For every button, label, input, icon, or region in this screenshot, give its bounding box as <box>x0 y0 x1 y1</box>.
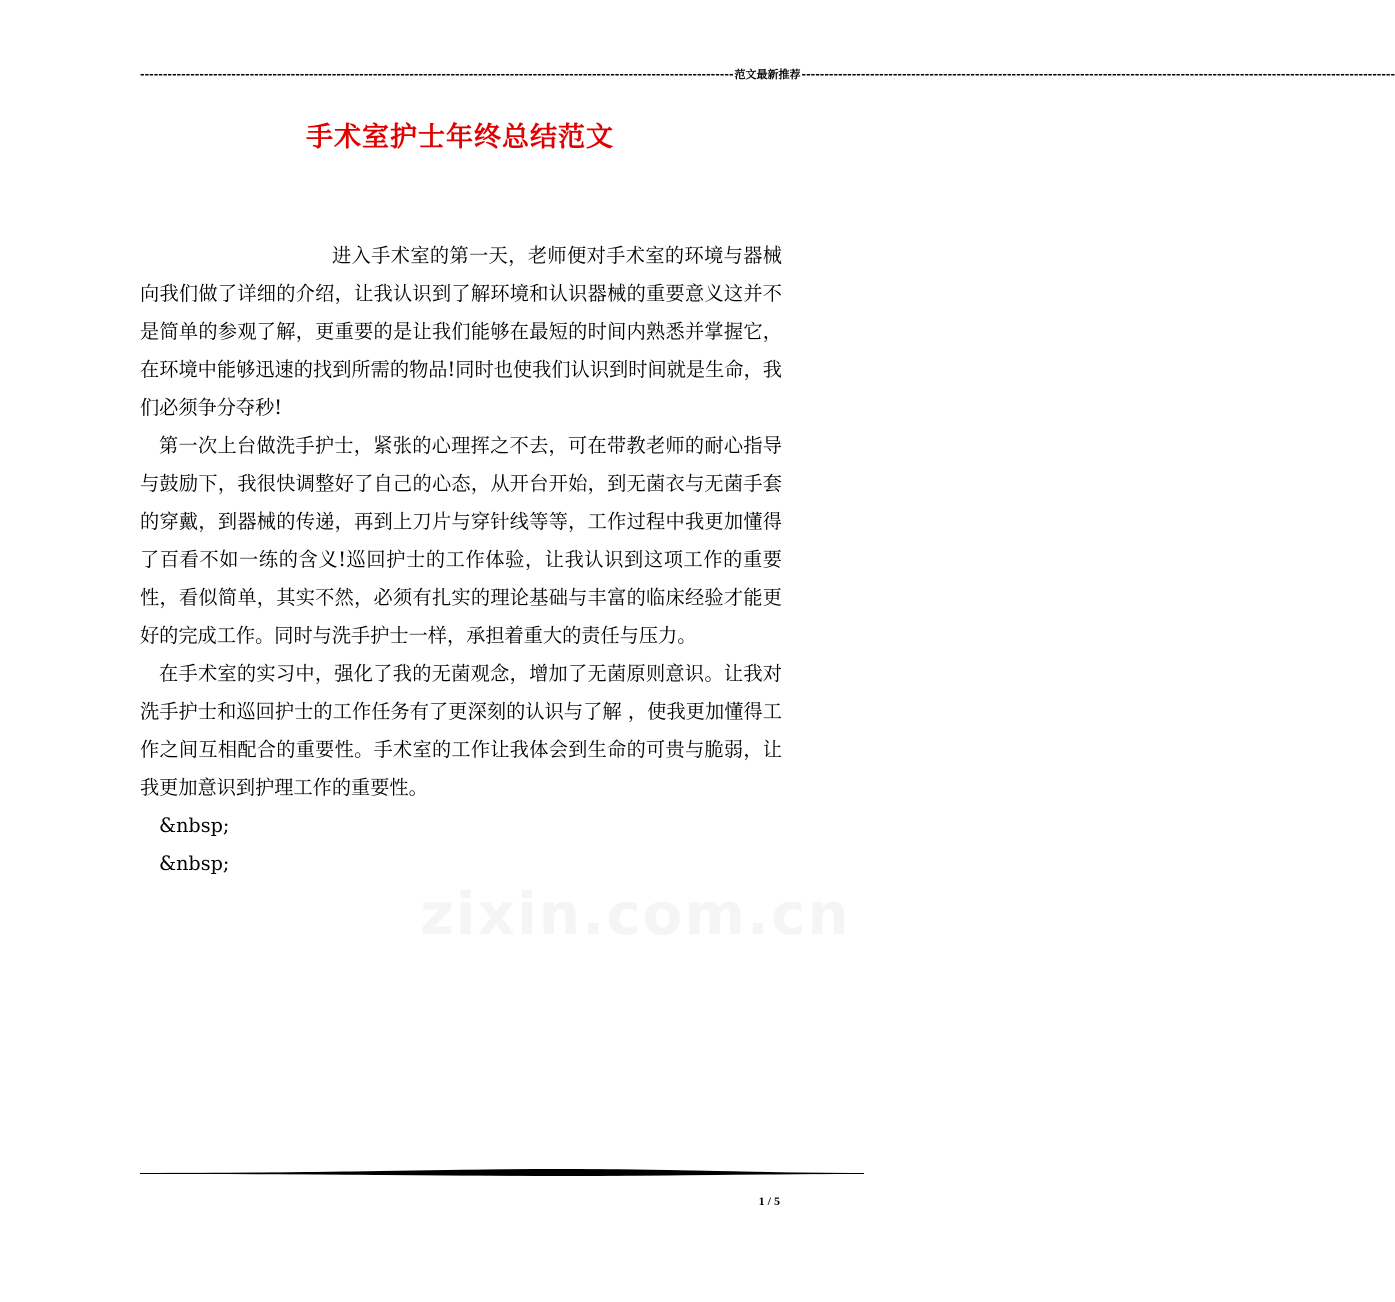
header-left-rule: ---------------------------------------------------------------------------------------------------------------------------------- <box>140 68 734 81</box>
body-paragraph-1: 进入手术室的第一天，老师便对手术室的环境与器械向我们做了详细的介绍，让我认识到了解环境和认识器械的重要意义这并不是简单的参观了解，更重要的是让我们能够在最短的时间内熟悉并掌握它，在环境中能够迅速的找到所需的物品!同时也使我们认识到时间就是生命，我们必须争分夺秒! <box>140 244 782 419</box>
page-number: 1 / 5 <box>758 1194 780 1208</box>
header-label: 范文最新推荐 <box>734 68 801 81</box>
header-right-rule: ---------------------------------------------------------------------------------------------------------------------------------- <box>801 68 1395 81</box>
body-paragraph-3: 在手术室的实习中，强化了我的无菌观念，增加了无菌原则意识。让我对洗手护士和巡回护士的工作任务有了更深刻的认识与了解 ，使我更加懂得工作之间互相配合的重要性。手术室的工作让我体会到生命的可贵与脆弱，让我更加意识到护理工作的重要性。 <box>140 662 782 799</box>
document-title: 手术室护士年终总结范文 <box>306 122 614 153</box>
footer-rule <box>140 1166 864 1176</box>
watermark: zixin.com.cn <box>420 880 851 948</box>
document-body <box>140 237 782 883</box>
body-paragraph-5: &nbsp; <box>159 852 230 875</box>
page-header <box>140 66 1395 84</box>
body-paragraph-2: 第一次上台做洗手护士，紧张的心理挥之不去，可在带教老师的耐心指导与鼓励下，我很快调整好了自己的心态，从开台开始，到无菌衣与无菌手套的穿戴，到器械的传递，再到上刀片与穿针线等等，工作过程中我更加懂得了百看不如一练的含义!巡回护士的工作体验，让我认识到这项工作的重要性，看似简单，其实不然，必须有扎实的理论基础与丰富的临床经验才能更好的完成工作。同时与洗手护士一样，承担着重大的责任与压力。 <box>140 434 782 647</box>
body-paragraph-4: &nbsp; <box>159 814 230 837</box>
